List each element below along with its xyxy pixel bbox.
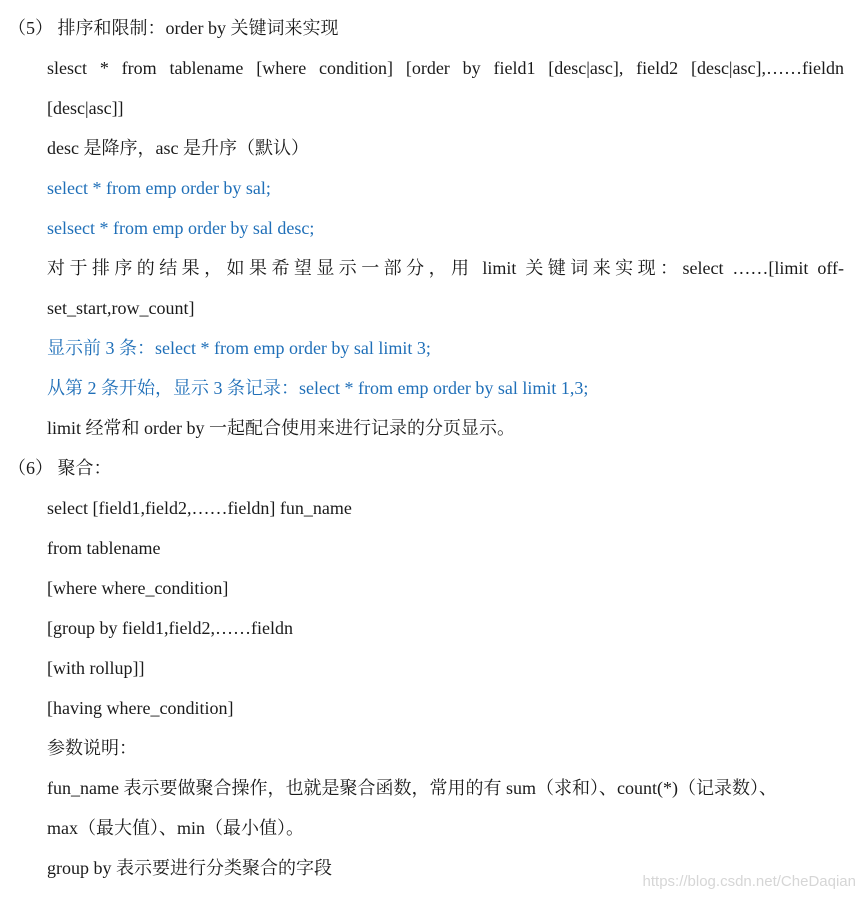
limit-note-line-2: set_start,row_count]: [47, 298, 195, 318]
limit-usage-note: limit 经常和 order by 一起配合使用来进行记录的分页显示。: [47, 418, 515, 438]
fun-name-description-line-2: max（最大值）、min（最小值）。: [47, 818, 304, 838]
aggregate-syntax-line: [having where_condition]: [47, 698, 234, 718]
aggregate-syntax-line: select [field1,field2,……fieldn] fun_name: [47, 498, 352, 518]
aggregate-syntax-line: [group by field1,field2,……fieldn: [47, 618, 293, 638]
csdn-watermark: https://blog.csdn.net/CheDaqian: [642, 873, 856, 890]
section-6-heading: （6） 聚合：: [8, 458, 112, 478]
fun-name-description-line-1: fun_name 表示要做聚合操作，也就是聚合函数，常用的有 sum（求和）、count(*)（记录数）、: [47, 778, 777, 798]
aggregate-syntax-line: [where where_condition]: [47, 578, 229, 598]
limit-example-2: 从第 2 条开始，显示 3 条记录：select * from emp order by sal limit 1,3;: [47, 378, 589, 398]
section-5-heading: （5） 排序和限制：order by 关键词来实现: [8, 18, 339, 38]
parameter-description-title: 参数说明：: [47, 738, 137, 758]
limit-note-line-1: 对于排序的结果，如果希望显示一部分，用 limit 关键词来实现：select ……[limit off-: [47, 258, 844, 278]
order-by-syntax-line-2: [desc|asc]]: [47, 98, 124, 118]
aggregate-syntax-line: from tablename: [47, 538, 161, 558]
group-by-description: group by 表示要进行分类聚合的字段: [47, 858, 332, 878]
desc-asc-note: desc 是降序，asc 是升序（默认）: [47, 138, 309, 158]
limit-example-1: 显示前 3 条：select * from emp order by sal limit 3;: [47, 338, 431, 358]
aggregate-syntax-line: [with rollup]]: [47, 658, 145, 678]
order-by-syntax-line-1: slesct * from tablename [where condition] [order by field1 [desc|asc], field2 [desc|asc],……fieldn: [47, 58, 844, 78]
order-by-example-2: selsect * from emp order by sal desc;: [47, 218, 315, 238]
order-by-example-1: select * from emp order by sal;: [47, 178, 271, 198]
